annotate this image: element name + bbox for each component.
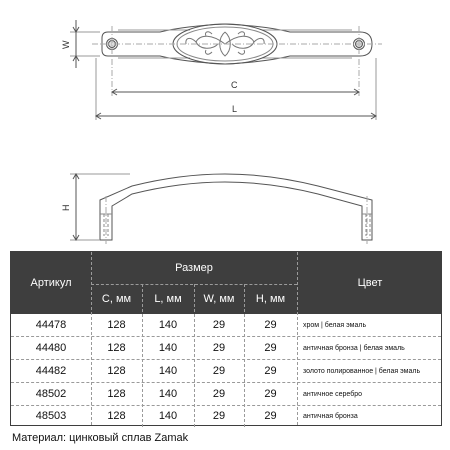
table-header: [11, 252, 441, 314]
table-row: [11, 314, 441, 336]
cell-color: золото полированное | белая эмаль: [303, 367, 421, 375]
cell-w: 29: [212, 365, 226, 377]
cell-l: 140: [158, 388, 178, 400]
table-row: [11, 360, 441, 382]
header-l-mm: L, мм: [154, 293, 182, 305]
dim-label-c: C: [231, 80, 238, 90]
header-article: Артикул: [30, 277, 72, 289]
header-w-mm: W, мм: [203, 293, 235, 305]
cell-w: 29: [212, 342, 226, 354]
spec-table: [10, 251, 442, 426]
cell-article: 44480: [35, 342, 67, 354]
cell-color: античная бронза | белая эмаль: [303, 344, 405, 352]
cell-h: 29: [264, 319, 277, 331]
header-color: Цвет: [357, 277, 383, 289]
cell-c: 128: [107, 388, 126, 400]
header-h-mm: H, мм: [255, 293, 286, 305]
table-row: [11, 405, 441, 427]
header-size: Размер: [175, 262, 213, 274]
cell-article: 48502: [35, 388, 67, 400]
handle-side-view: [100, 174, 372, 244]
cell-c: 128: [107, 410, 126, 422]
cell-w: 29: [212, 319, 226, 331]
table-row: [11, 383, 441, 405]
cell-article: 44482: [35, 365, 67, 377]
cell-article: 48503: [35, 410, 67, 422]
cell-color: античное серебро: [303, 390, 363, 398]
cell-h: 29: [264, 365, 277, 377]
cell-w: 29: [212, 388, 226, 400]
header-c-mm: C, мм: [101, 293, 132, 305]
cell-h: 29: [264, 342, 277, 354]
material-note: Материал: цинковый сплав Zamak: [12, 432, 189, 444]
cell-color: хром | белая эмаль: [303, 321, 367, 329]
cell-h: 29: [264, 388, 277, 400]
cell-l: 140: [158, 410, 178, 422]
cell-c: 128: [107, 342, 126, 354]
cell-c: 128: [107, 319, 126, 331]
cell-article: 44478: [35, 319, 67, 331]
dim-label-h: H: [61, 204, 71, 211]
dim-label-w: W: [61, 40, 71, 49]
dim-label-l: L: [232, 104, 238, 114]
cell-l: 140: [158, 365, 178, 377]
cell-color: античная бронза: [303, 412, 358, 420]
cell-l: 140: [158, 319, 178, 331]
cell-h: 29: [264, 410, 277, 422]
cell-w: 29: [212, 410, 226, 422]
cell-c: 128: [107, 365, 126, 377]
cell-l: 140: [158, 342, 178, 354]
table-row: [11, 337, 441, 359]
